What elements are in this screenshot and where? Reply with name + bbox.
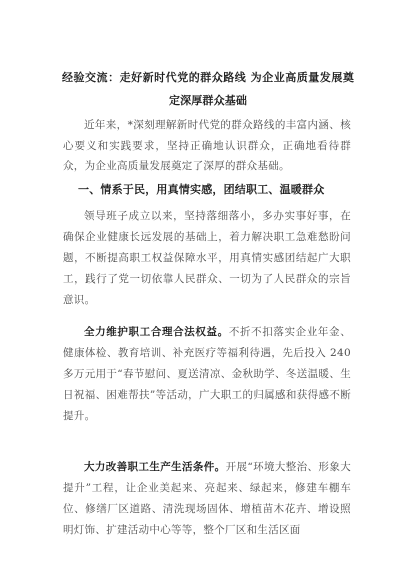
paragraph-conditions-lead: 大力改善职工生产生活条件。 [84,461,226,473]
paragraph-rights [63,322,351,427]
paragraph-conditions-body: 开展“环境大整治、形象大提升”工程，让企业美起来、亮起来、绿起来，修建车棚车位、修缮厂区道路、清洗现场固体、增植苗木花卉、增设照明灯饰、扩建活动中心等等，整个厂区和生活区面 [63,461,352,536]
document-title: 经验交流：走好新时代党的群众路线 为企业高质量发展奠定深厚群众基础 [62,71,354,107]
intro-paragraph: 近年来，*深刻理解新时代党的群众路线的丰富内涵、核心要义和实践要求，坚持正确地认识群众，正确地看待群众，为企业高质量发展奠定了深厚的群众基础。 [63,119,351,172]
section-1-paragraph: 领导班子成立以来，坚持落细落小，多办实事好事，在确保企业健康长远发展的基础上，着力解决职工急难愁盼问题，不断提高职工权益保障水平，用真情实感团结起广大职工，践行了党一切依靠人民群众、一切为了人民群众的宗旨意识。 [63,210,351,306]
paragraph-rights-body: 不折不扣落实企业年金、健康体检、教育培训、补充医疗等福利待遇，先后投入 240 多万元用于“春节慰问、夏送清凉、金秋助学、冬送温暖、生日祝福、困难帮扶”等活动，广大职工的归属感和获得感不断提升。 [63,326,351,422]
section-heading-1: 一、情系于民，用真情实感，团结职工、温暖群众 [78,183,325,196]
paragraph-conditions [63,457,351,541]
paragraph-rights-lead: 全力维护职工合理合法权益。 [84,326,229,338]
